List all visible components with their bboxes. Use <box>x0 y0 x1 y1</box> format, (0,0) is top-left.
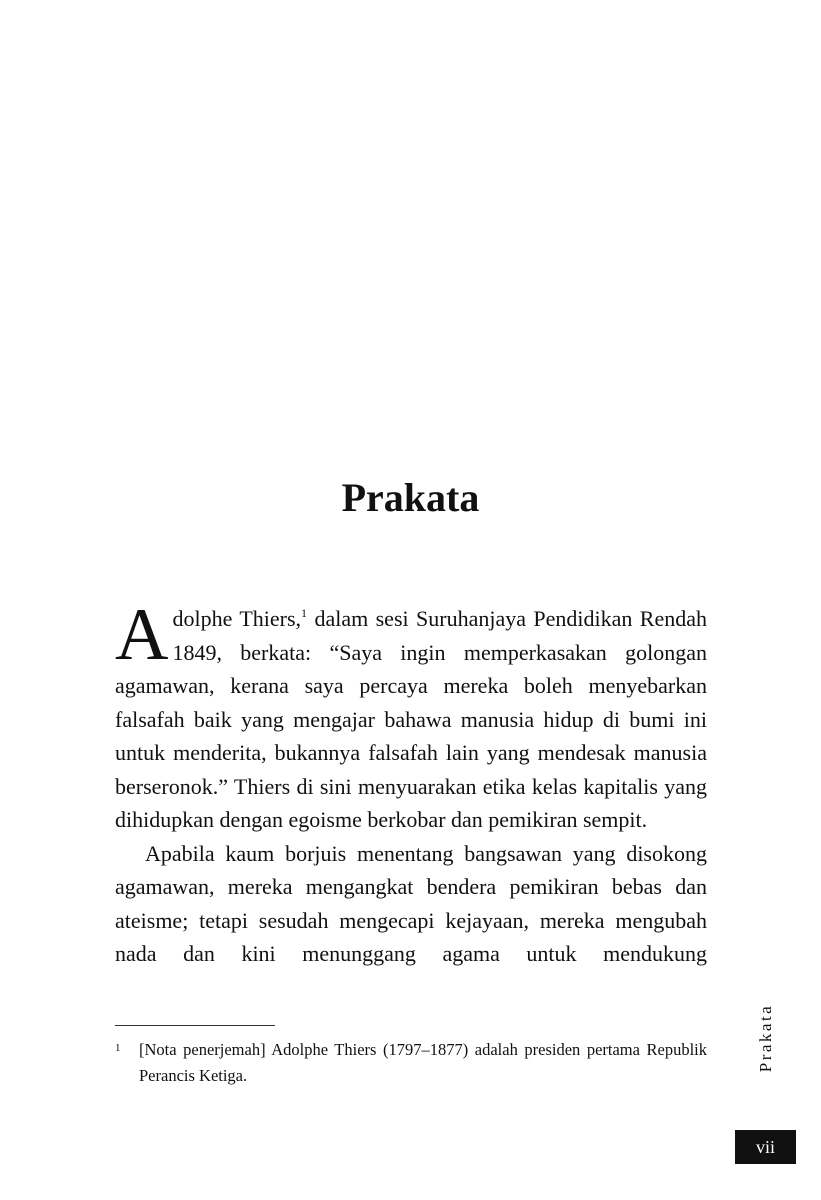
chapter-title: Prakata <box>341 475 480 520</box>
paragraph-1-text-start: dolphe Thiers, <box>172 606 302 631</box>
running-head <box>751 1000 781 1080</box>
footnote-text: [Nota penerjemah] Adolphe Thiers (1797–1877) adalah presiden pertama Republik Perancis Ketiga. <box>139 1040 707 1085</box>
footnote-1 <box>115 1037 707 1089</box>
paragraph-1-text-rest: dalam sesi Suruhanjaya Pendidikan Rendah 1849, berkata: “Saya ingin memperkasakan golongan agamawan, kerana saya percaya mereka boleh menyebarkan falsafah baik yang mengajar bahawa manusia hidup di bumi ini untuk menderita, bukannya falsafah lain yang mendesak manusia berseronok.” Thiers di sini menyuarakan etika kelas kapitalis yang dihidupkan dengan egoisme berkobar dan pemikiran sempit. <box>115 606 707 832</box>
paragraph-2: Apabila kaum borjuis menentang bangsawan yang disokong agamawan, mereka mengangkat bendera pemikiran bebas dan ateisme; tetapi sesudah mengecapi kejayaan, mereka mengubah nada dan kini menunggang agama untuk mendukung <box>115 840 707 966</box>
body-text <box>115 594 707 971</box>
running-head-label: Prakata <box>756 1003 775 1073</box>
drop-cap: A <box>115 594 169 676</box>
footnote-number: 1 <box>115 1042 121 1054</box>
paragraph-1 <box>115 594 707 837</box>
footnote-divider <box>115 1025 275 1026</box>
footnote-reference[interactable]: 1 <box>301 606 308 620</box>
page-number: vii <box>735 1130 796 1164</box>
